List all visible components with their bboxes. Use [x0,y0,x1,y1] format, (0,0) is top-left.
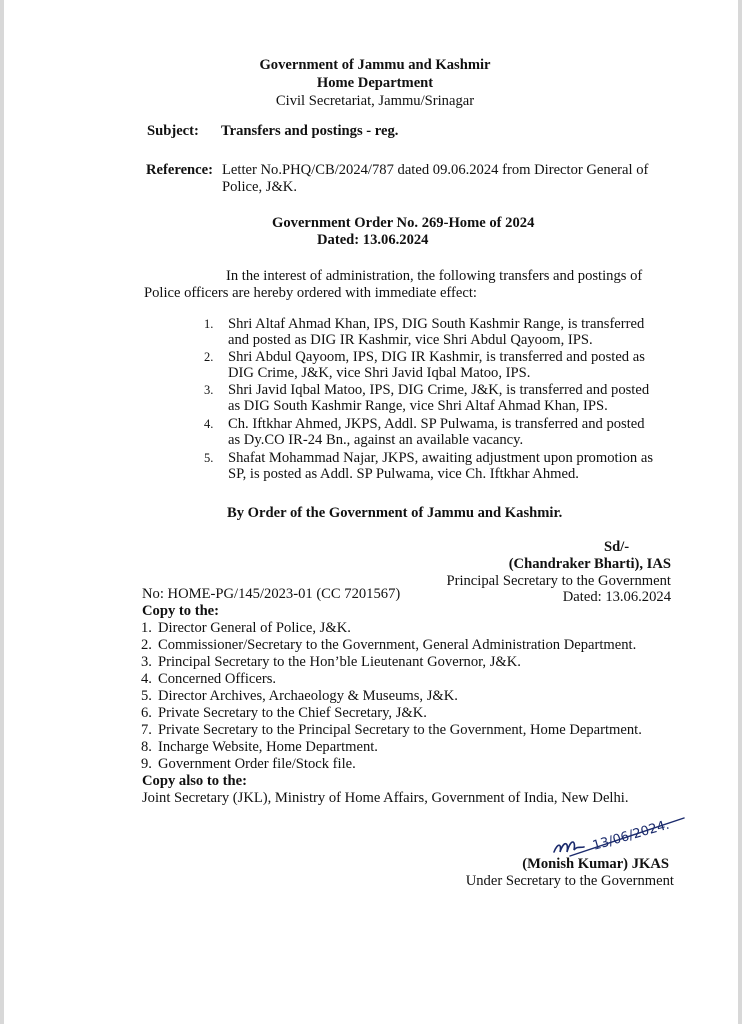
copy-also-text: Joint Secretary (JKL), Ministry of Home Affairs, Government of India, New Delhi. [142,790,629,806]
order-item-number: 3. [204,383,214,397]
subject-label: Subject: [147,123,199,139]
signatory2-name: (Monish Kumar) JKAS [522,856,669,872]
copy-to-number: 7. [141,722,152,738]
order-item-line2: SP, is posted as Addl. SP Pulwama, vice Ch. Iftkhar Ahmed. [228,466,579,482]
copy-to-number: 6. [141,705,152,721]
copy-to-text: Private Secretary to the Principal Secretary to the Government, Home Department. [158,722,642,738]
copy-to-number: 3. [141,654,152,670]
order-item-number: 4. [204,417,214,431]
copy-to-text: Private Secretary to the Chief Secretary, J&K. [158,705,427,721]
copy-to-text: Incharge Website, Home Department. [158,739,378,755]
order-item-number: 2. [204,350,214,364]
order-item-line2: as Dy.CO IR-24 Bn., against an available vacancy. [228,432,524,448]
copy-to-list [141,620,681,775]
order-item-line1: Shri Abdul Qayoom, IPS, DIG IR Kashmir, is transferred and posted as [228,349,645,365]
handwritten-date: 13/06/2024. [590,817,672,854]
order-item-line1: Ch. Iftkhar Ahmed, JKPS, Addl. SP Pulwama, is transferred and posted [228,416,645,432]
order-item-line2: and posted as DIG IR Kashmir, vice Shri Abdul Qayoom, IPS. [228,332,593,348]
signatory2-designation: Under Secretary to the Government [465,873,674,889]
copy-to-text: Director General of Police, J&K. [158,620,351,636]
copy-to-number: 8. [141,739,152,755]
order-date: Dated: 13.06.2024 [317,232,429,248]
by-order-statement: By Order of the Government of Jammu and Kashmir. [227,505,563,521]
copy-to-number: 5. [141,688,152,704]
subject-text: Transfers and postings - reg. [221,123,399,139]
order-title: Government Order No. 269-Home of 2024 [272,215,535,231]
signatory1-date: Dated: 13.06.2024 [562,589,671,605]
copy-to-text: Principal Secretary to the Hon’ble Lieutenant Governor, J&K. [158,654,521,670]
intro-line2: Police officers are hereby ordered with immediate effect: [144,285,477,301]
copy-to-number: 4. [141,671,152,687]
header-secretariat: Civil Secretariat, Jammu/Srinagar [275,93,475,109]
intro-line1: In the interest of administration, the following transfers and postings of [226,268,643,284]
header-government: Government of Jammu and Kashmir [259,57,491,73]
order-item-number: 5. [204,451,214,465]
order-item-line1: Shri Javid Iqbal Matoo, IPS, DIG Crime, J&K, is transferred and posted [228,382,650,398]
copy-to-number: 2. [141,637,152,653]
reference-line1: Letter No.PHQ/CB/2024/787 dated 09.06.2024 from Director General of [222,162,649,178]
copy-to-text: Government Order file/Stock file. [158,756,356,772]
reference-line2: Police, J&K. [222,179,297,195]
order-item-line1: Shafat Mohammad Najar, JKPS, awaiting adjustment upon promotion as [228,450,654,466]
order-item-line1: Shri Altaf Ahmad Khan, IPS, DIG South Kashmir Range, is transferred [228,316,645,332]
signed-mark: Sd/- [604,539,630,555]
copy-to-number: 1. [141,620,152,636]
copy-to-heading: Copy to the: [142,603,220,619]
order-item-number: 1. [204,317,214,331]
order-item-line2: as DIG South Kashmir Range, vice Shri Altaf Ahmad Khan, IPS. [228,398,608,414]
order-items [204,316,684,491]
reference-label: Reference: [146,162,213,178]
copy-to-text: Director Archives, Archaeology & Museums, J&K. [158,688,458,704]
order-item-line2: DIG Crime, J&K, vice Shri Javid Iqbal Matoo, IPS. [228,365,531,381]
reference-number: No: HOME-PG/145/2023-01 (CC 7201567) [142,586,401,602]
header-department: Home Department [316,75,434,91]
signature-stroke [554,842,584,852]
copy-to-text: Concerned Officers. [158,671,277,687]
signatory1-name: (Chandraker Bharti), IAS [508,556,671,572]
copy-to-number: 9. [141,756,152,772]
signatory1-designation: Principal Secretary to the Government [446,573,671,589]
copy-to-text: Commissioner/Secretary to the Government, General Administration Department. [158,637,637,653]
copy-also-heading: Copy also to the: [142,773,247,789]
